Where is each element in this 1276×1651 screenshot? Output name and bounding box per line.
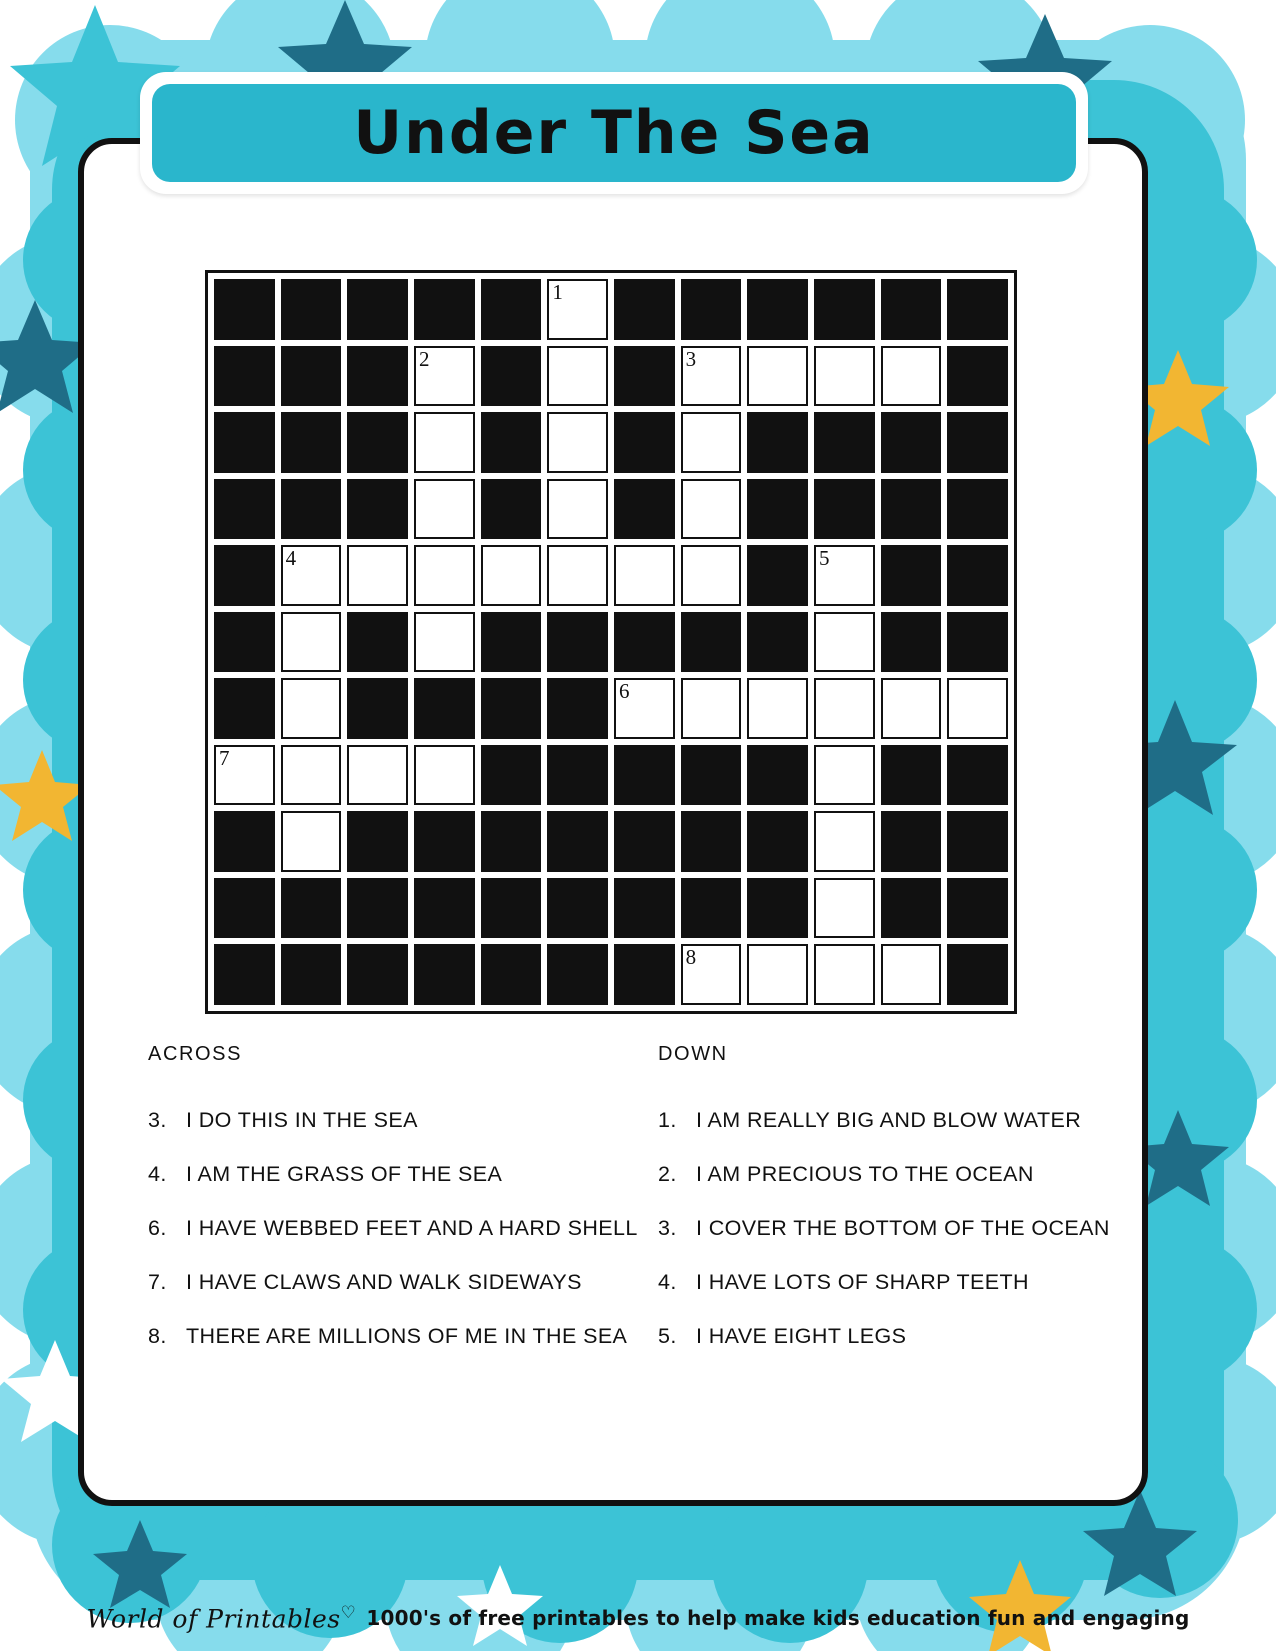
crossword-cell-blocked: [611, 409, 678, 476]
clue-number: 8.: [148, 1324, 167, 1348]
down-heading: DOWN: [658, 1043, 728, 1065]
crossword-cell-open[interactable]: [478, 542, 545, 609]
clue-text: THERE ARE MILLIONS OF ME IN THE SEA: [186, 1324, 628, 1348]
crossword-cell-blocked: [944, 476, 1011, 543]
crossword-cell-open[interactable]: [611, 675, 678, 742]
clue-down-5: [658, 1324, 1128, 1349]
crossword-cell-blocked: [211, 941, 278, 1008]
crossword-cell-blocked: [544, 875, 611, 942]
crossword-cell-blocked: [544, 742, 611, 809]
crossword-cell-open[interactable]: [744, 675, 811, 742]
cell-number: 2: [418, 346, 430, 371]
clue-text: I HAVE WEBBED FEET AND A HARD SHELL: [186, 1216, 638, 1240]
crossword-cell-blocked: [544, 808, 611, 875]
crossword-cell-blocked: [611, 476, 678, 543]
crossword-cell-blocked: [878, 476, 945, 543]
crossword-cell-blocked: [811, 409, 878, 476]
page-title: Under The Sea: [353, 98, 875, 168]
clue-down-3: [658, 1216, 1128, 1241]
crossword-cell-blocked: [944, 875, 1011, 942]
crossword-cell-blocked: [478, 276, 545, 343]
clue-number: 3.: [148, 1108, 167, 1132]
clue-across-6: [148, 1216, 668, 1241]
down-clues: [658, 1043, 1128, 1378]
crossword-cell-blocked: [744, 542, 811, 609]
crossword-cell-open[interactable]: [411, 343, 478, 410]
crossword-cell-blocked: [211, 476, 278, 543]
crossword-cell-open[interactable]: [278, 742, 345, 809]
crossword-cell-blocked: [478, 409, 545, 476]
crossword-cell-blocked: [678, 742, 745, 809]
crossword-cell-blocked: [944, 808, 1011, 875]
crossword-cell-blocked: [211, 808, 278, 875]
crossword-cell-blocked: [678, 276, 745, 343]
crossword-cell-open[interactable]: [344, 742, 411, 809]
crossword-cell-open[interactable]: [411, 476, 478, 543]
crossword-cell-blocked: [944, 276, 1011, 343]
crossword-grid[interactable]: [211, 276, 1011, 1008]
crossword-cell-blocked: [211, 675, 278, 742]
crossword-cell-blocked: [211, 875, 278, 942]
crossword-cell-blocked: [211, 343, 278, 410]
crossword-cell-open[interactable]: [211, 742, 278, 809]
crossword-cell-blocked: [478, 343, 545, 410]
heart-icon: ♡: [340, 1602, 357, 1623]
crossword-cell-blocked: [744, 476, 811, 543]
crossword-cell-open[interactable]: [678, 409, 745, 476]
crossword-cell-open[interactable]: [611, 542, 678, 609]
crossword-cell-blocked: [678, 808, 745, 875]
crossword-cell-blocked: [811, 276, 878, 343]
crossword-cell-blocked: [944, 742, 1011, 809]
crossword-cell-open[interactable]: [878, 343, 945, 410]
crossword-cell-blocked: [478, 476, 545, 543]
crossword-cell-blocked: [744, 742, 811, 809]
clue-across-3: [148, 1108, 668, 1133]
clue-text: I AM REALLY BIG AND BLOW WATER: [696, 1108, 1082, 1132]
crossword-cell-blocked: [544, 941, 611, 1008]
crossword-cell-open[interactable]: [744, 343, 811, 410]
crossword-cell-open[interactable]: [678, 941, 745, 1008]
crossword-cell-blocked: [278, 276, 345, 343]
crossword-cell-blocked: [878, 875, 945, 942]
crossword-cell-open[interactable]: [544, 476, 611, 543]
crossword-cell-blocked: [344, 343, 411, 410]
crossword-cell-blocked: [744, 409, 811, 476]
clue-number: 6.: [148, 1216, 167, 1240]
cell-number: 1: [552, 280, 563, 304]
crossword-cell-blocked: [478, 742, 545, 809]
crossword-cell-blocked: [611, 875, 678, 942]
crossword-cell-open[interactable]: [811, 675, 878, 742]
cell-number: 7: [219, 745, 230, 770]
crossword-cell-blocked: [744, 609, 811, 676]
crossword-cell-open[interactable]: [744, 941, 811, 1008]
clue-number: 5.: [658, 1324, 677, 1348]
clue-number: 1.: [658, 1108, 677, 1132]
crossword-cell-open[interactable]: [878, 941, 945, 1008]
crossword-cell-blocked: [344, 808, 411, 875]
crossword-cell-open[interactable]: [544, 542, 611, 609]
crossword-cell-blocked: [344, 675, 411, 742]
clue-number: 7.: [148, 1270, 167, 1294]
clue-across-8: [148, 1324, 668, 1349]
crossword-cell-open[interactable]: [278, 609, 345, 676]
crossword-cell-blocked: [211, 609, 278, 676]
crossword-cell-blocked: [344, 276, 411, 343]
crossword-cell-blocked: [478, 609, 545, 676]
crossword-cell-blocked: [611, 941, 678, 1008]
crossword-cell-blocked: [278, 941, 345, 1008]
clue-text: I COVER THE BOTTOM OF THE OCEAN: [696, 1216, 1110, 1240]
clue-text: I HAVE CLAWS AND WALK SIDEWAYS: [186, 1270, 582, 1294]
crossword-cell-blocked: [211, 409, 278, 476]
crossword-cell-blocked: [411, 941, 478, 1008]
down-clue-list: [658, 1108, 1128, 1349]
crossword-cell-blocked: [744, 276, 811, 343]
crossword-cell-blocked: [478, 941, 545, 1008]
brand-name: [86, 1603, 356, 1633]
crossword-cell-blocked: [478, 808, 545, 875]
crossword-cell-open[interactable]: [278, 808, 345, 875]
crossword-cell-open[interactable]: [278, 542, 345, 609]
clue-number: 3.: [658, 1216, 677, 1240]
clue-number: 2.: [658, 1162, 677, 1186]
crossword-cell-blocked: [278, 476, 345, 543]
crossword-cell-open[interactable]: [544, 276, 611, 343]
crossword-cell-open[interactable]: [544, 343, 611, 410]
crossword-cell-blocked: [411, 675, 478, 742]
cell-number: 5: [818, 546, 830, 571]
crossword-cell-open[interactable]: [944, 675, 1011, 742]
crossword-cell-blocked: [544, 675, 611, 742]
crossword-cell-blocked: [944, 343, 1011, 410]
crossword-cell-open[interactable]: [811, 875, 878, 942]
brand-label: World of Printables: [86, 1604, 341, 1633]
crossword-cell-open[interactable]: [811, 542, 878, 609]
crossword-cell-blocked: [678, 609, 745, 676]
crossword-cell-open[interactable]: [411, 409, 478, 476]
crossword-cell-open[interactable]: [678, 542, 745, 609]
crossword-cell-blocked: [611, 609, 678, 676]
crossword-cell-open[interactable]: [678, 343, 745, 410]
crossword-cell-blocked: [611, 343, 678, 410]
crossword-cell-blocked: [344, 941, 411, 1008]
title-banner-inner: [152, 84, 1076, 182]
cell-number: 6: [618, 679, 630, 704]
crossword-cell-blocked: [411, 808, 478, 875]
clue-text: I DO THIS IN THE SEA: [186, 1108, 418, 1132]
crossword-cell-blocked: [811, 476, 878, 543]
crossword-grid-container: [205, 270, 1017, 1014]
crossword-cell-open[interactable]: [678, 675, 745, 742]
cell-number: 3: [685, 346, 697, 371]
crossword-cell-open[interactable]: [811, 343, 878, 410]
crossword-cell-blocked: [611, 808, 678, 875]
footer: [0, 1603, 1276, 1633]
crossword-cell-blocked: [478, 675, 545, 742]
crossword-cell-blocked: [878, 609, 945, 676]
crossword-cell-blocked: [878, 808, 945, 875]
clue-text: I AM THE GRASS OF THE SEA: [186, 1162, 503, 1186]
clue-down-1: [658, 1108, 1128, 1133]
crossword-cell-open[interactable]: [811, 941, 878, 1008]
crossword-cell-blocked: [278, 409, 345, 476]
crossword-cell-blocked: [211, 276, 278, 343]
crossword-cell-blocked: [878, 742, 945, 809]
crossword-cell-open[interactable]: [344, 542, 411, 609]
crossword-cell-open[interactable]: [544, 409, 611, 476]
crossword-cell-open[interactable]: [411, 609, 478, 676]
crossword-cell-blocked: [678, 875, 745, 942]
crossword-cell-blocked: [478, 875, 545, 942]
crossword-cell-blocked: [411, 276, 478, 343]
title-banner: [140, 72, 1088, 194]
crossword-cell-open[interactable]: [811, 742, 878, 809]
clue-text: I HAVE EIGHT LEGS: [696, 1324, 907, 1348]
crossword-cell-blocked: [878, 409, 945, 476]
crossword-cell-blocked: [344, 609, 411, 676]
crossword-cell-blocked: [744, 875, 811, 942]
crossword-cell-blocked: [944, 941, 1011, 1008]
clue-number: 4.: [148, 1162, 167, 1186]
clue-across-7: [148, 1270, 668, 1295]
crossword-cell-blocked: [278, 875, 345, 942]
crossword-cell-blocked: [278, 343, 345, 410]
crossword-cell-blocked: [544, 609, 611, 676]
crossword-cell-open[interactable]: [811, 808, 878, 875]
crossword-cell-blocked: [944, 409, 1011, 476]
crossword-cell-open[interactable]: [411, 742, 478, 809]
crossword-cell-blocked: [944, 609, 1011, 676]
clue-text: I HAVE LOTS OF SHARP TEETH: [696, 1270, 1029, 1294]
footer-tagline: 1000's of free printables to help make kids education fun and engaging: [366, 1605, 1190, 1630]
crossword-cell-blocked: [878, 276, 945, 343]
clue-down-4: [658, 1270, 1128, 1295]
clue-text: I AM PRECIOUS TO THE OCEAN: [696, 1162, 1034, 1186]
cell-number: 8: [685, 945, 697, 970]
clue-number: 4.: [658, 1270, 677, 1294]
crossword-cell-open[interactable]: [411, 542, 478, 609]
across-heading: ACROSS: [148, 1043, 243, 1065]
crossword-cell-blocked: [878, 542, 945, 609]
crossword-cell-blocked: [344, 476, 411, 543]
across-clues: [148, 1043, 668, 1378]
crossword-cell-blocked: [211, 542, 278, 609]
across-clue-list: [148, 1108, 668, 1349]
crossword-cell-blocked: [744, 808, 811, 875]
crossword-cell-blocked: [944, 542, 1011, 609]
crossword-cell-blocked: [344, 409, 411, 476]
cell-number: 4: [285, 546, 297, 571]
crossword-cell-open[interactable]: [678, 476, 745, 543]
crossword-cell-blocked: [611, 276, 678, 343]
crossword-cell-open[interactable]: [811, 609, 878, 676]
clue-down-2: [658, 1162, 1128, 1187]
crossword-cell-open[interactable]: [878, 675, 945, 742]
clue-across-4: [148, 1162, 668, 1187]
crossword-cell-blocked: [344, 875, 411, 942]
crossword-cell-blocked: [611, 742, 678, 809]
crossword-cell-blocked: [411, 875, 478, 942]
crossword-cell-open[interactable]: [278, 675, 345, 742]
